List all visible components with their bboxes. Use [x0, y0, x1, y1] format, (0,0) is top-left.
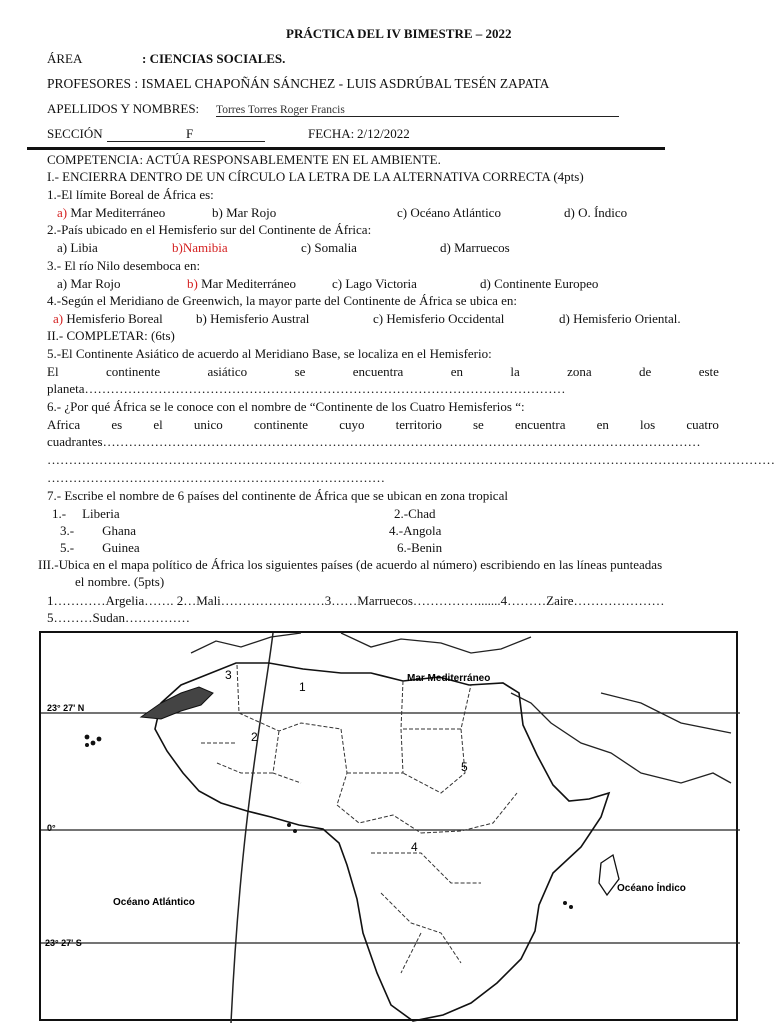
label-lat-north: 23° 27' N [47, 703, 85, 713]
q5-question: 5.-El Continente Asiático de acuerdo al Meridiano Base, se localiza en el Hemisferio: [47, 346, 492, 361]
map-number-5: 5 [461, 760, 468, 774]
africa-political-map [39, 631, 738, 1021]
seccion-label: SECCIÓN [47, 126, 103, 141]
island-dot [563, 901, 567, 905]
q2-option-c[interactable]: c) Somalia [301, 240, 357, 255]
q4-option-a[interactable]: a) Hemisferio Boreal [53, 311, 163, 326]
apellidos-value: Torres Torres Roger Francis [216, 104, 345, 116]
page-title: PRÁCTICA DEL IV BIMESTRE – 2022 [286, 26, 512, 41]
competencia: COMPETENCIA: ACTÚA RESPONSABLEMENTE EN EL AMBIENTE. [47, 152, 441, 167]
area-value: : CIENCIAS SOCIALES. [142, 51, 286, 66]
country-borders [201, 665, 517, 973]
apellidos-field[interactable] [216, 101, 619, 117]
section3-answers-line2[interactable]: 5………Sudan…………… [47, 610, 190, 625]
q2-option-d[interactable]: d) Marruecos [440, 240, 510, 255]
island-dot [293, 829, 297, 833]
q3-option-d[interactable]: d) Continente Europeo [480, 276, 599, 291]
label-mar-mediterraneo: Mar Mediterráneo [407, 673, 491, 684]
q2-option-b[interactable]: b)Namibia [172, 240, 228, 255]
q2-option-a[interactable]: a) Libia [57, 240, 98, 255]
q1-question: 1.-El límite Boreal de África es: [47, 187, 214, 202]
q6-answer-line3[interactable]: …………………………………………………………………………………………………………………………………………………… [47, 452, 775, 467]
section2-title: II.- COMPLETAR: (6ts) [47, 328, 175, 343]
header-divider [27, 147, 665, 150]
fecha-value: 2/12/2022 [357, 126, 410, 141]
seccion-value: F [186, 126, 194, 141]
island-dot [287, 823, 291, 827]
q1-option-a[interactable]: a) Mar Mediterráneo [57, 205, 166, 220]
q4-option-a-letter: a) [53, 311, 64, 326]
section3-answers-line1[interactable]: 1…………Argelia……. 2…Mali……………………3……Marruecos…………….......4………Zaire………………… [47, 593, 665, 608]
africa-outline [155, 663, 609, 1021]
q1-option-d[interactable]: d) O. Índico [564, 205, 628, 220]
q7-item-4[interactable]: 4.-Angola [389, 523, 442, 538]
seccion-field[interactable] [107, 126, 265, 142]
map-number-3: 3 [225, 668, 232, 682]
q3-question: 3.- El río Nilo desemboca en: [47, 258, 201, 273]
q4-option-d[interactable]: d) Hemisferio Oriental. [559, 311, 681, 326]
q7-item-2[interactable]: 2.-Chad [394, 506, 436, 521]
q3-option-a[interactable]: a) Mar Rojo [57, 276, 121, 291]
q6-answer-line1[interactable]: Africa es el unico continente cuyo territorio se encuentra en los cuatro [47, 417, 719, 432]
q6-question: 6.- ¿Por qué África se le conoce con el nombre de “Continente de los Cuatro Hemisferios “: [47, 399, 525, 414]
q2-question: 2.-País ubicado en el Hemisferio sur del Continente de África: [47, 222, 372, 237]
q1-option-c[interactable]: c) Océano Atlántico [397, 205, 501, 220]
q6-answer-line2[interactable]: cuadrantes………………………………………………………………………………………………………………………… [47, 434, 701, 449]
island-dot [85, 735, 90, 740]
europe-coast [191, 633, 531, 653]
area-label: ÁREA [47, 51, 83, 66]
madagascar [599, 855, 619, 895]
island-dot [97, 737, 102, 742]
q7-item-6[interactable]: 6.-Benin [397, 540, 443, 555]
shaded-region [141, 687, 213, 719]
q7-item-5[interactable]: 5.- Guinea [60, 540, 140, 555]
q3-option-b[interactable]: b) Mar Mediterráneo [187, 276, 297, 291]
label-oceano-indico: Océano Índico [617, 883, 686, 894]
q5-answer-line2[interactable]: planeta………………………………………………………………………………………………… [47, 381, 566, 396]
section3-title-line2: el nombre. (5pts) [75, 574, 165, 589]
label-oceano-atlantico: Océano Atlántico [113, 897, 195, 908]
label-lat-equator: 0° [47, 823, 56, 833]
profesores-line: PROFESORES : ISMAEL CHAPOÑÁN SÁNCHEZ - LUIS ASDRÚBAL TESÉN ZAPATA [47, 76, 550, 91]
q7-item-1[interactable]: 1.- Liberia [52, 506, 120, 521]
q6-answer-line4[interactable]: …………………………………………………………………… [47, 470, 385, 485]
island-dot [569, 905, 573, 909]
island-dot [91, 741, 96, 746]
q4-question: 4.-Según el Meridiano de Greenwich, la mayor parte del Continente de África se ubica en: [47, 293, 517, 308]
apellidos-label: APELLIDOS Y NOMBRES: [47, 101, 200, 116]
q4-option-c[interactable]: c) Hemisferio Occidental [373, 311, 505, 326]
label-lat-south: 23° 27' S [45, 938, 82, 948]
q5-answer-line1[interactable]: El continente asiático se encuentra en la zona de este [47, 364, 719, 379]
q4-option-b[interactable]: b) Hemisferio Austral [196, 311, 310, 326]
q1-option-a-letter: a) [57, 205, 68, 220]
section3-title: III.-Ubica en el mapa político de África los siguientes países (de acuerdo al número) escribiendo en las líneas punteadas [38, 557, 663, 572]
q3-option-b-letter: b) [187, 276, 198, 291]
section1-title: I.- ENCIERRA DENTRO DE UN CÍRCULO LA LETRA DE LA ALTERNATIVA CORRECTA (4pts) [47, 169, 584, 184]
map-number-1: 1 [299, 680, 306, 694]
map-number-2: 2 [251, 730, 258, 744]
island-dot [85, 743, 89, 747]
greenwich-meridian [231, 633, 273, 1023]
q3-option-c[interactable]: c) Lago Victoria [332, 276, 417, 291]
map-number-4: 4 [411, 840, 418, 854]
fecha-label: FECHA: [308, 126, 355, 141]
q7-question: 7.- Escribe el nombre de 6 países del continente de África que se ubican en zona tropical [47, 488, 508, 503]
q1-option-b[interactable]: b) Mar Rojo [212, 205, 277, 220]
africa-map-svg [41, 633, 740, 1023]
q7-item-3[interactable]: 3.- Ghana [60, 523, 137, 538]
